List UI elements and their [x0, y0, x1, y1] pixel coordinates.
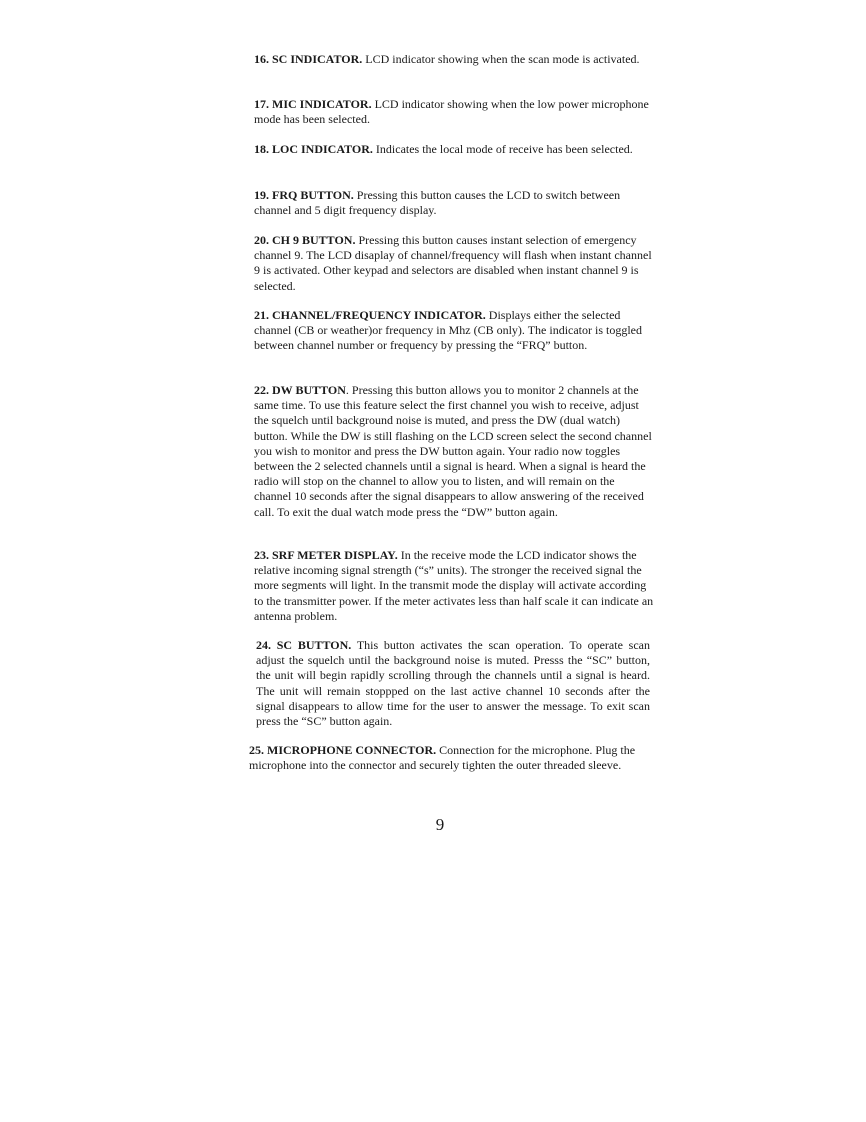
- entry-heading: 21. CHANNEL/FREQUENCY INDICATOR.: [254, 308, 486, 322]
- entry-heading: 22. DW BUTTON: [254, 383, 346, 397]
- entry-body: Pressing this button causes the LCD to switch between channel and 5 digit frequency display.: [254, 188, 621, 218]
- entry-dw-button: [254, 383, 654, 520]
- entry-loc-indicator: [254, 142, 654, 157]
- entry-body: Pressing this button causes instant selection of emergency channel 9. The LCD disaplay of channel/frequency will flash when instant channel 9 is activated. Other keypad and selectors are disabled when instant channel 9 is selected.: [254, 233, 652, 293]
- entry-heading: 16. SC INDICATOR.: [254, 52, 363, 66]
- entry-body: Connection for the microphone. Plug the microphone into the connector and securely tighten the outer threaded sleeve.: [249, 743, 636, 773]
- entry-srf-meter-display: [254, 548, 654, 624]
- entry-heading: 25. MICROPHONE CONNECTOR.: [249, 743, 437, 757]
- entry-heading: 24. SC BUTTON.: [256, 638, 352, 652]
- page-number: 9: [435, 815, 445, 834]
- entry-body: . Pressing this button allows you to monitor 2 channels at the same time. To use this feature select the first channel you wish to receive, adjust the squelch until background noise is muted, and press the DW (dual watch) button. While the DW is still flashing on the LCD screen select the second channel you wish to monitor and press the DW button again. Your radio now toggles between the 2 selected channels until a signal is heard. When a signal is heard the radio will stop on the channel to allow you to listen, and will remain on the channel 10 seconds after the signal disappears to allow answering of the received call. To exit the dual watch mode press the “DW” button again.: [254, 383, 652, 519]
- entry-sc-button: [256, 638, 650, 729]
- entry-microphone-connector: [249, 743, 649, 773]
- entry-heading: 20. CH 9 BUTTON.: [254, 233, 356, 247]
- entry-body: This button activates the scan operation. To operate scan adjust the squelch until the background noise is muted. Presss the “SC” button, the unit will begin rapidly scrolling through the channels until a signal is heard. The unit will remain stoppped on the last active channel 10 seconds after the signal disappears to allow time for the user to answer the message. To exit scan press the “SC” button again.: [256, 638, 650, 729]
- entry-heading: 19. FRQ BUTTON.: [254, 188, 354, 202]
- entry-body: LCD indicator showing when the scan mode is activated.: [362, 52, 640, 66]
- entry-frq-button: [254, 188, 654, 218]
- entry-heading: 18. LOC INDICATOR.: [254, 142, 373, 156]
- entry-mic-indicator: [254, 97, 654, 127]
- entry-body: LCD indicator showing when the low power microphone mode has been selected.: [254, 97, 649, 127]
- entry-ch9-button: [254, 233, 654, 294]
- entry-channel-frequency-indicator: [254, 308, 654, 354]
- entry-body: Displays either the selected channel (CB or weather)or frequency in Mhz (CB only). The indicator is toggled between channel number or frequency by pressing the “FRQ” button.: [254, 308, 643, 353]
- entry-body: Indicates the local mode of receive has been selected.: [372, 142, 633, 156]
- entry-heading: 23. SRF METER DISPLAY.: [254, 548, 398, 562]
- entry-sc-indicator: [254, 52, 654, 67]
- entry-heading: 17. MIC INDICATOR.: [254, 97, 372, 111]
- entry-body: In the receive mode the LCD indicator shows the relative incoming signal strength (“s” units). The stronger the received signal the more segments will light. In the transmit mode the display will activate according to the transmitter power. If the meter activates less than half scale it can indicate an antenna problem.: [254, 548, 654, 623]
